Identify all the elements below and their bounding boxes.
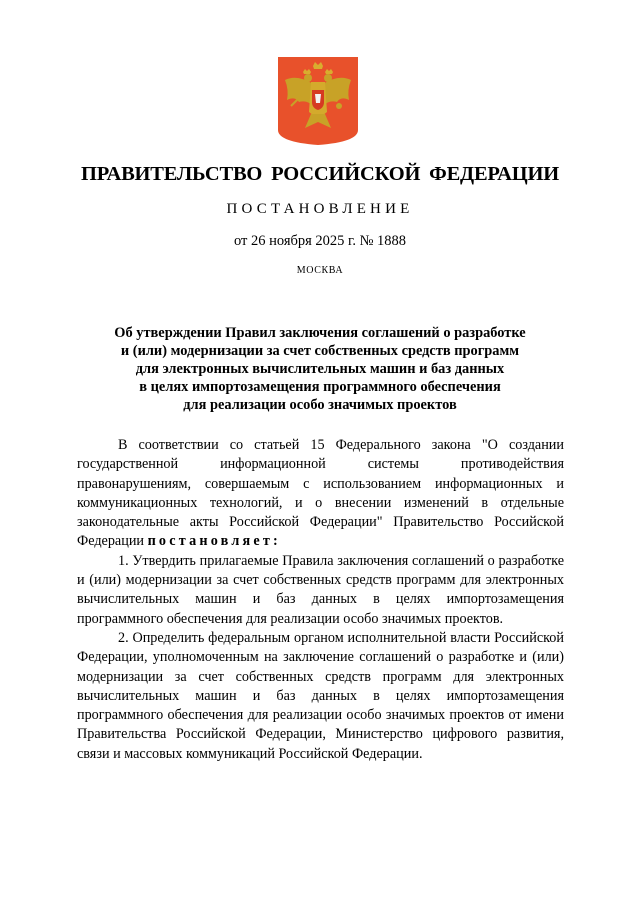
coat-of-arms-icon — [277, 56, 359, 146]
document-subject — [60, 324, 580, 414]
government-title: ПРАВИТЕЛЬСТВО РОССИЙСКОЙ ФЕДЕРАЦИИ — [81, 163, 559, 185]
item-2-paragraph: 2. Определить федеральным органом исполнительной власти Российской Федерации, уполномоченным на заключение соглашений о разработке и (или) модернизации за счет собственных средств программ для электронных вычислительных машин и баз данных в целях импортозамещения программного обеспечения для реализации особо значимых проектов от имени Правительства Российской Федерации, Министерство цифрового развития, связи и массовых коммуникаций Российской Федерации. — [77, 629, 564, 762]
coat-of-arms-graphic — [277, 56, 359, 146]
document-city: МОСКВА — [296, 265, 344, 276]
subject-line: в целях импортозамещения программного обеспечения — [139, 379, 501, 395]
subject-line: для реализации особо значимых проектов — [183, 397, 457, 413]
preamble-text: В соответствии со статьей 15 Федерального закона "О создании государственной информационной системы противодействия правонарушениям, совершаемым с использованием информационных и коммуникационных технологий, и о внесении изменений в отдельные законодательные акты Российской Федерации" Правительство Российской Федерации — [77, 437, 564, 550]
decree-word: постановляет: — [147, 533, 281, 550]
document-body — [77, 436, 564, 764]
preamble-paragraph — [77, 436, 564, 552]
document-date-number: от 26 ноября 2025 г. № 1888 — [233, 233, 407, 249]
document-type: ПОСТАНОВЛЕНИЕ — [226, 201, 414, 217]
item-1-paragraph: 1. Утвердить прилагаемые Правила заключения соглашений о разработке и (или) модернизации за счет собственных средств программ для электронных вычислительных машин и баз данных в целях импортозамещения программного обеспечения для реализации особо значимых проектов. — [77, 552, 564, 627]
subject-line: для электронных вычислительных машин и баз данных — [135, 361, 505, 377]
subject-line: и (или) модернизации за счет собственных средств программ — [120, 343, 520, 359]
subject-line: Об утверждении Правил заключения соглашений о разработке — [114, 325, 526, 341]
